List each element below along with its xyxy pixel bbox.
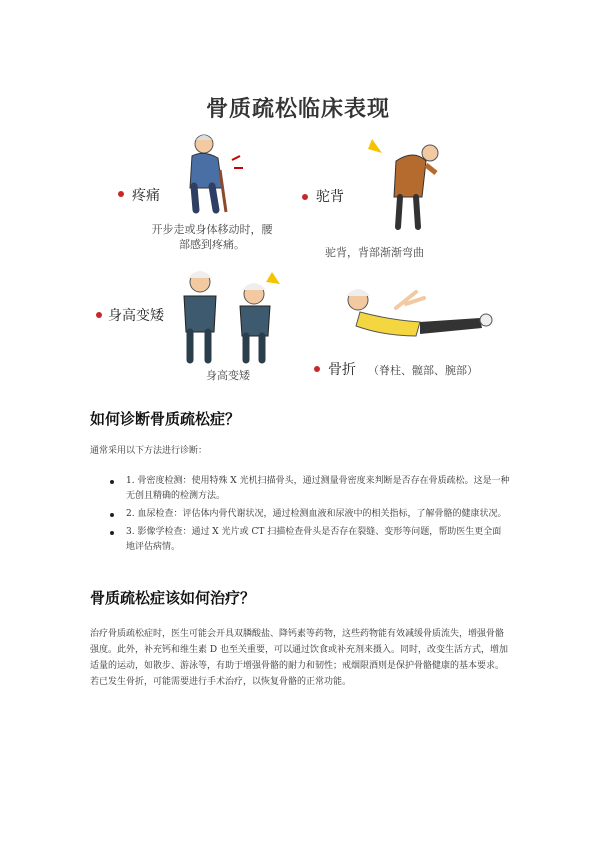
list-item-text: 1. 骨密度检测：使用特殊 X 光机扫描骨头，通过测量骨密度来判断是否存在骨质疏松。这是一种无创且精确的检测方法。 <box>126 476 510 501</box>
diagnosis-intro: 通常采用以下方法进行诊断： <box>90 446 208 456</box>
label-pain: 疼痛 <box>132 188 160 204</box>
bullet-pain <box>118 191 124 197</box>
elderly-man-falling-illustration <box>336 280 496 350</box>
elderly-men-height-loss-illustration <box>170 268 290 368</box>
elderly-man-back-pain-illustration <box>176 130 246 220</box>
bullet-height-loss <box>96 312 102 318</box>
bullet-fracture <box>314 366 320 372</box>
figure-title: 骨质疏松临床表现 <box>205 97 390 122</box>
label-height-loss: 身高变矮 <box>108 308 164 324</box>
caption-height-loss: 身高变矮 <box>206 369 250 382</box>
list-bullet <box>110 513 114 517</box>
label-hunchback: 驼背 <box>316 189 344 205</box>
caption-fracture: （脊柱、髋部、腕部） <box>368 364 478 377</box>
list-item <box>98 525 510 555</box>
caption-hunchback: 驼背，背部渐渐弯曲 <box>325 246 424 259</box>
treatment-paragraph: 治疗骨质疏松症时，医生可能会开具双膦酸盐、降钙素等药物，这些药物能有效减缓骨质流失，增强骨骼强度。此外，补充钙和维生素 D 也至关重要，可以通过饮食或补充剂来摄入。同时，改变生活方式，增加适量的运动，如散步、游泳等，有助于增强骨骼的耐力和韧性；戒烟限酒则是保护骨骼健康的基本要求。若已发生骨折，可能需要进行手术治疗，以恢复骨骼的正常功能。 <box>90 629 508 687</box>
caption-pain: 开步走或身体移动时，腰部感到疼痛。 <box>151 223 273 251</box>
section-heading-treatment: 骨质疏松症该如何治疗？ <box>90 589 256 607</box>
list-bullet <box>110 531 114 535</box>
elderly-man-hunchback-illustration <box>368 135 458 235</box>
clinical-manifestations-figure <box>88 80 508 394</box>
section-heading-diagnosis: 如何诊断骨质疏松症？ <box>90 410 241 428</box>
list-item <box>98 474 510 504</box>
list-item <box>98 507 510 522</box>
label-fracture: 骨折 <box>328 362 356 378</box>
diagnosis-method-list <box>98 474 510 558</box>
list-item-text: 3. 影像学检查：通过 X 光片或 CT 扫描检查骨头是否存在裂缝、变形等问题，帮助医生更全面地评估病情。 <box>126 527 502 552</box>
list-bullet <box>110 480 114 484</box>
bullet-hunchback <box>302 194 308 200</box>
list-item-text: 2. 血尿检查：评估体内骨代谢状况，通过检测血液和尿液中的相关指标，了解骨骼的健康状况。 <box>126 509 507 519</box>
